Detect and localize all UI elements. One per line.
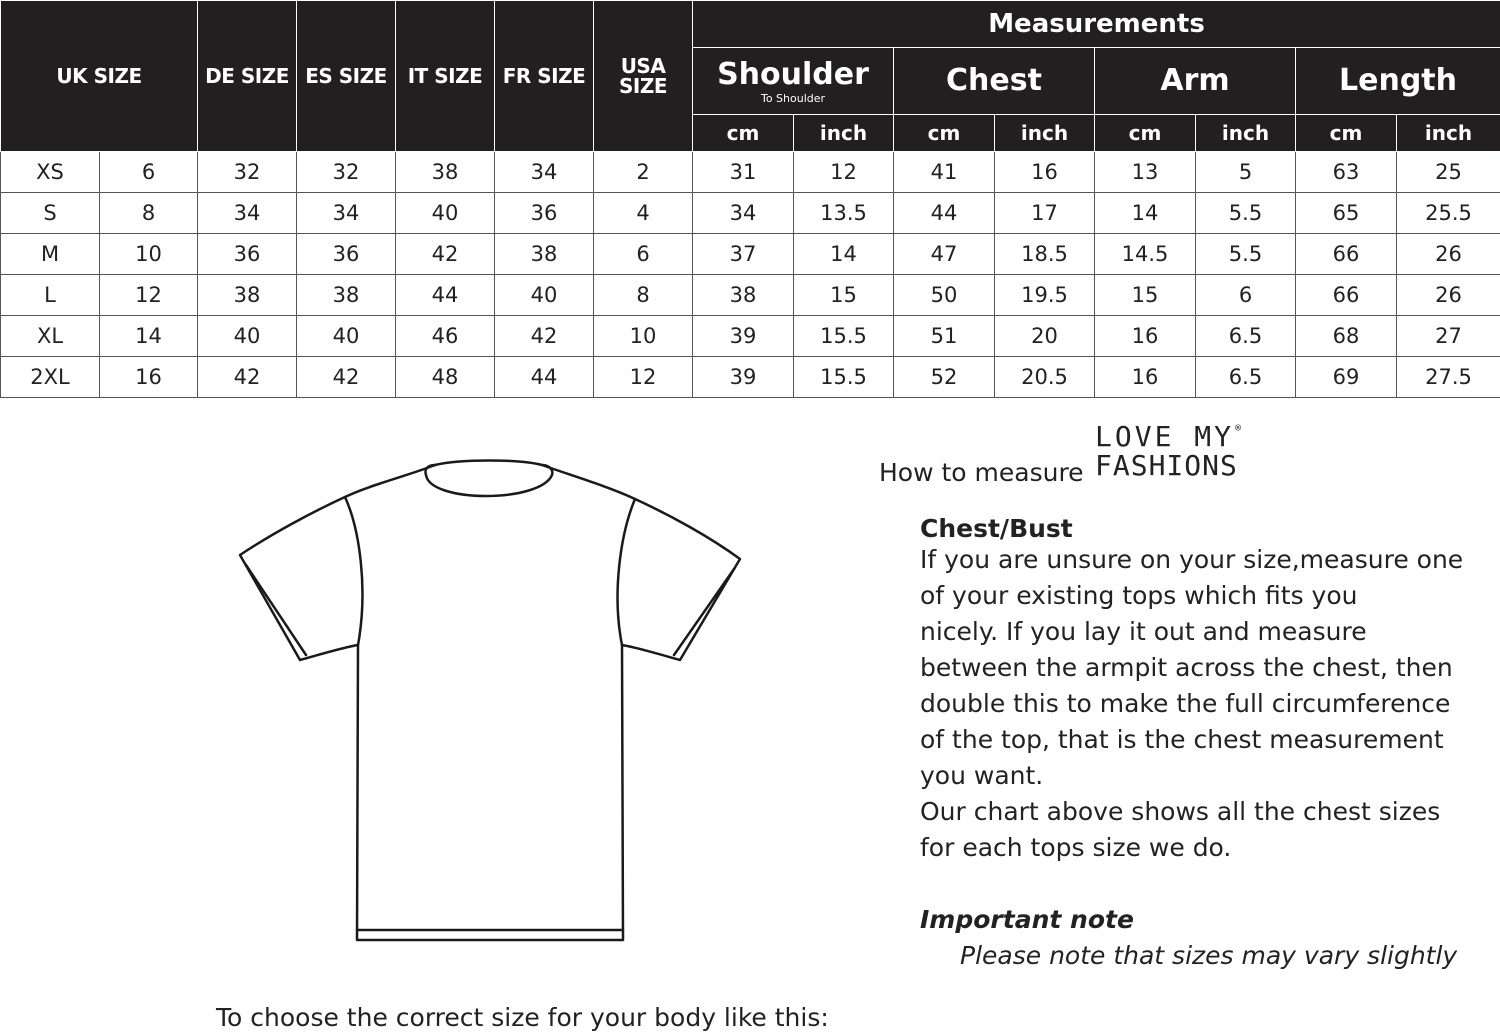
table-cell: 12 — [100, 275, 198, 316]
header-es-size: ES SIZE — [297, 1, 396, 152]
table-cell: 42 — [198, 357, 297, 398]
table-cell: 18.5 — [995, 234, 1095, 275]
table-cell: 20 — [995, 316, 1095, 357]
table-cell: 39 — [693, 357, 794, 398]
header-shoulder — [693, 48, 894, 115]
table-cell: 10 — [594, 316, 693, 357]
instruction-line: for each tops size we do. — [920, 833, 1232, 862]
table-cell: 36 — [198, 234, 297, 275]
table-cell: 26 — [1397, 234, 1500, 275]
table-cell: 34 — [693, 193, 794, 234]
table-cell: 38 — [198, 275, 297, 316]
table-cell: 44 — [894, 193, 995, 234]
table-cell: 47 — [894, 234, 995, 275]
table-cell: 34 — [495, 152, 594, 193]
instruction-line: of your existing tops which fits you — [920, 581, 1358, 610]
table-row — [1, 275, 1500, 316]
table-cell: 14 — [100, 316, 198, 357]
table-cell: 14 — [794, 234, 894, 275]
brand-logo-line1 — [1095, 422, 1244, 451]
table-cell: 6.5 — [1196, 316, 1296, 357]
table-cell: 16 — [995, 152, 1095, 193]
table-cell: 38 — [693, 275, 794, 316]
header-uk-size: UK SIZE — [1, 1, 198, 152]
header-arm: Arm — [1095, 48, 1296, 115]
size-chart-table — [0, 0, 1500, 398]
table-cell: 16 — [1095, 316, 1196, 357]
table-cell: L — [1, 275, 100, 316]
table-cell: 46 — [396, 316, 495, 357]
table-cell: 5 — [1196, 152, 1296, 193]
table-cell: 27.5 — [1397, 357, 1500, 398]
table-cell: S — [1, 193, 100, 234]
table-cell: 31 — [693, 152, 794, 193]
unit-arm-cm: cm — [1095, 115, 1196, 152]
registered-mark: ® — [1235, 423, 1245, 434]
table-cell: 44 — [495, 357, 594, 398]
table-cell: 39 — [693, 316, 794, 357]
header-fr-size: FR SIZE — [495, 1, 594, 152]
table-cell: 38 — [396, 152, 495, 193]
table-cell: 12 — [594, 357, 693, 398]
table-cell: 15 — [794, 275, 894, 316]
table-cell: 40 — [396, 193, 495, 234]
table-cell: 6 — [1196, 275, 1296, 316]
unit-chest-inch: inch — [995, 115, 1095, 152]
size-rows — [1, 152, 1500, 398]
table-cell: 38 — [495, 234, 594, 275]
brand-logo — [1095, 422, 1244, 481]
chest-bust-instructions — [920, 542, 1480, 866]
important-note-heading: Important note — [920, 905, 1134, 934]
unit-arm-inch: inch — [1196, 115, 1296, 152]
header-chest: Chest — [894, 48, 1095, 115]
table-cell: 42 — [396, 234, 495, 275]
table-cell: 15.5 — [794, 316, 894, 357]
table-cell: 6 — [100, 152, 198, 193]
table-cell: 40 — [495, 275, 594, 316]
table-cell: 40 — [297, 316, 396, 357]
instruction-line: Our chart above shows all the chest sizes — [920, 797, 1441, 826]
how-to-measure-label: How to measure — [879, 458, 1084, 487]
unit-length-inch: inch — [1397, 115, 1500, 152]
table-cell: 26 — [1397, 275, 1500, 316]
table-cell: 66 — [1296, 275, 1397, 316]
table-cell: 38 — [297, 275, 396, 316]
table-row — [1, 316, 1500, 357]
table-cell: 66 — [1296, 234, 1397, 275]
table-cell: 2 — [594, 152, 693, 193]
table-cell: 25 — [1397, 152, 1500, 193]
table-cell: 51 — [894, 316, 995, 357]
choose-size-caption: To choose the correct size for your body like this: — [216, 1003, 829, 1032]
table-cell: 16 — [100, 357, 198, 398]
table-cell: 65 — [1296, 193, 1397, 234]
table-cell: 41 — [894, 152, 995, 193]
table-cell: 42 — [495, 316, 594, 357]
header-measurements: Measurements — [693, 1, 1500, 48]
instruction-line: double this to make the full circumference — [920, 689, 1451, 718]
table-cell: 36 — [297, 234, 396, 275]
tshirt-outline-icon — [230, 455, 750, 950]
chest-bust-heading: Chest/Bust — [920, 514, 1073, 543]
table-cell: 15.5 — [794, 357, 894, 398]
important-note-text: Please note that sizes may vary slightly — [960, 941, 1458, 970]
table-cell: 27 — [1397, 316, 1500, 357]
header-de-size: DE SIZE — [198, 1, 297, 152]
table-cell: 68 — [1296, 316, 1397, 357]
table-cell: 6.5 — [1196, 357, 1296, 398]
table-cell: 5.5 — [1196, 193, 1296, 234]
header-shoulder-sublabel: To Shoulder — [760, 92, 826, 105]
unit-chest-cm: cm — [894, 115, 995, 152]
table-cell: 44 — [396, 275, 495, 316]
table-cell: 6 — [594, 234, 693, 275]
table-cell: 8 — [594, 275, 693, 316]
table-cell: 16 — [1095, 357, 1196, 398]
table-cell: 10 — [100, 234, 198, 275]
table-cell: 20.5 — [995, 357, 1095, 398]
table-cell: 63 — [1296, 152, 1397, 193]
header-shoulder-label: Shoulder — [717, 57, 869, 92]
table-cell: 5.5 — [1196, 234, 1296, 275]
table-row — [1, 234, 1500, 275]
table-cell: 2XL — [1, 357, 100, 398]
header-it-size: IT SIZE — [396, 1, 495, 152]
table-cell: 15 — [1095, 275, 1196, 316]
table-cell: 69 — [1296, 357, 1397, 398]
table-cell: 50 — [894, 275, 995, 316]
table-cell: 8 — [100, 193, 198, 234]
header-usa-size: USA SIZE — [594, 1, 693, 152]
table-cell: 14.5 — [1095, 234, 1196, 275]
unit-shoulder-cm: cm — [693, 115, 794, 152]
table-cell: 42 — [297, 357, 396, 398]
table-cell: 4 — [594, 193, 693, 234]
brand-logo-line2: FASHIONS — [1095, 449, 1238, 483]
instruction-line: between the armpit across the chest, then — [920, 653, 1453, 682]
table-cell: 37 — [693, 234, 794, 275]
table-cell: 48 — [396, 357, 495, 398]
table-cell: XL — [1, 316, 100, 357]
table-cell: 14 — [1095, 193, 1196, 234]
table-cell: 34 — [198, 193, 297, 234]
table-cell: 36 — [495, 193, 594, 234]
table-cell: 12 — [794, 152, 894, 193]
table-cell: 34 — [297, 193, 396, 234]
instruction-line: of the top, that is the chest measurement — [920, 725, 1444, 754]
table-cell: 32 — [198, 152, 297, 193]
table-cell: 17 — [995, 193, 1095, 234]
table-cell: 13 — [1095, 152, 1196, 193]
table-cell: XS — [1, 152, 100, 193]
unit-length-cm: cm — [1296, 115, 1397, 152]
instruction-line: you want. — [920, 761, 1044, 790]
table-cell: 52 — [894, 357, 995, 398]
table-row — [1, 193, 1500, 234]
unit-shoulder-inch: inch — [794, 115, 894, 152]
table-cell: 13.5 — [794, 193, 894, 234]
table-cell: 32 — [297, 152, 396, 193]
brand-logo-text-1: LOVE MY — [1095, 420, 1235, 453]
table-cell: M — [1, 234, 100, 275]
table-cell: 19.5 — [995, 275, 1095, 316]
table-row — [1, 152, 1500, 193]
header-length: Length — [1296, 48, 1500, 115]
table-cell: 40 — [198, 316, 297, 357]
table-cell: 25.5 — [1397, 193, 1500, 234]
instruction-line: nicely. If you lay it out and measure — [920, 617, 1367, 646]
instruction-line: If you are unsure on your size,measure one — [920, 545, 1464, 574]
table-row — [1, 357, 1500, 398]
